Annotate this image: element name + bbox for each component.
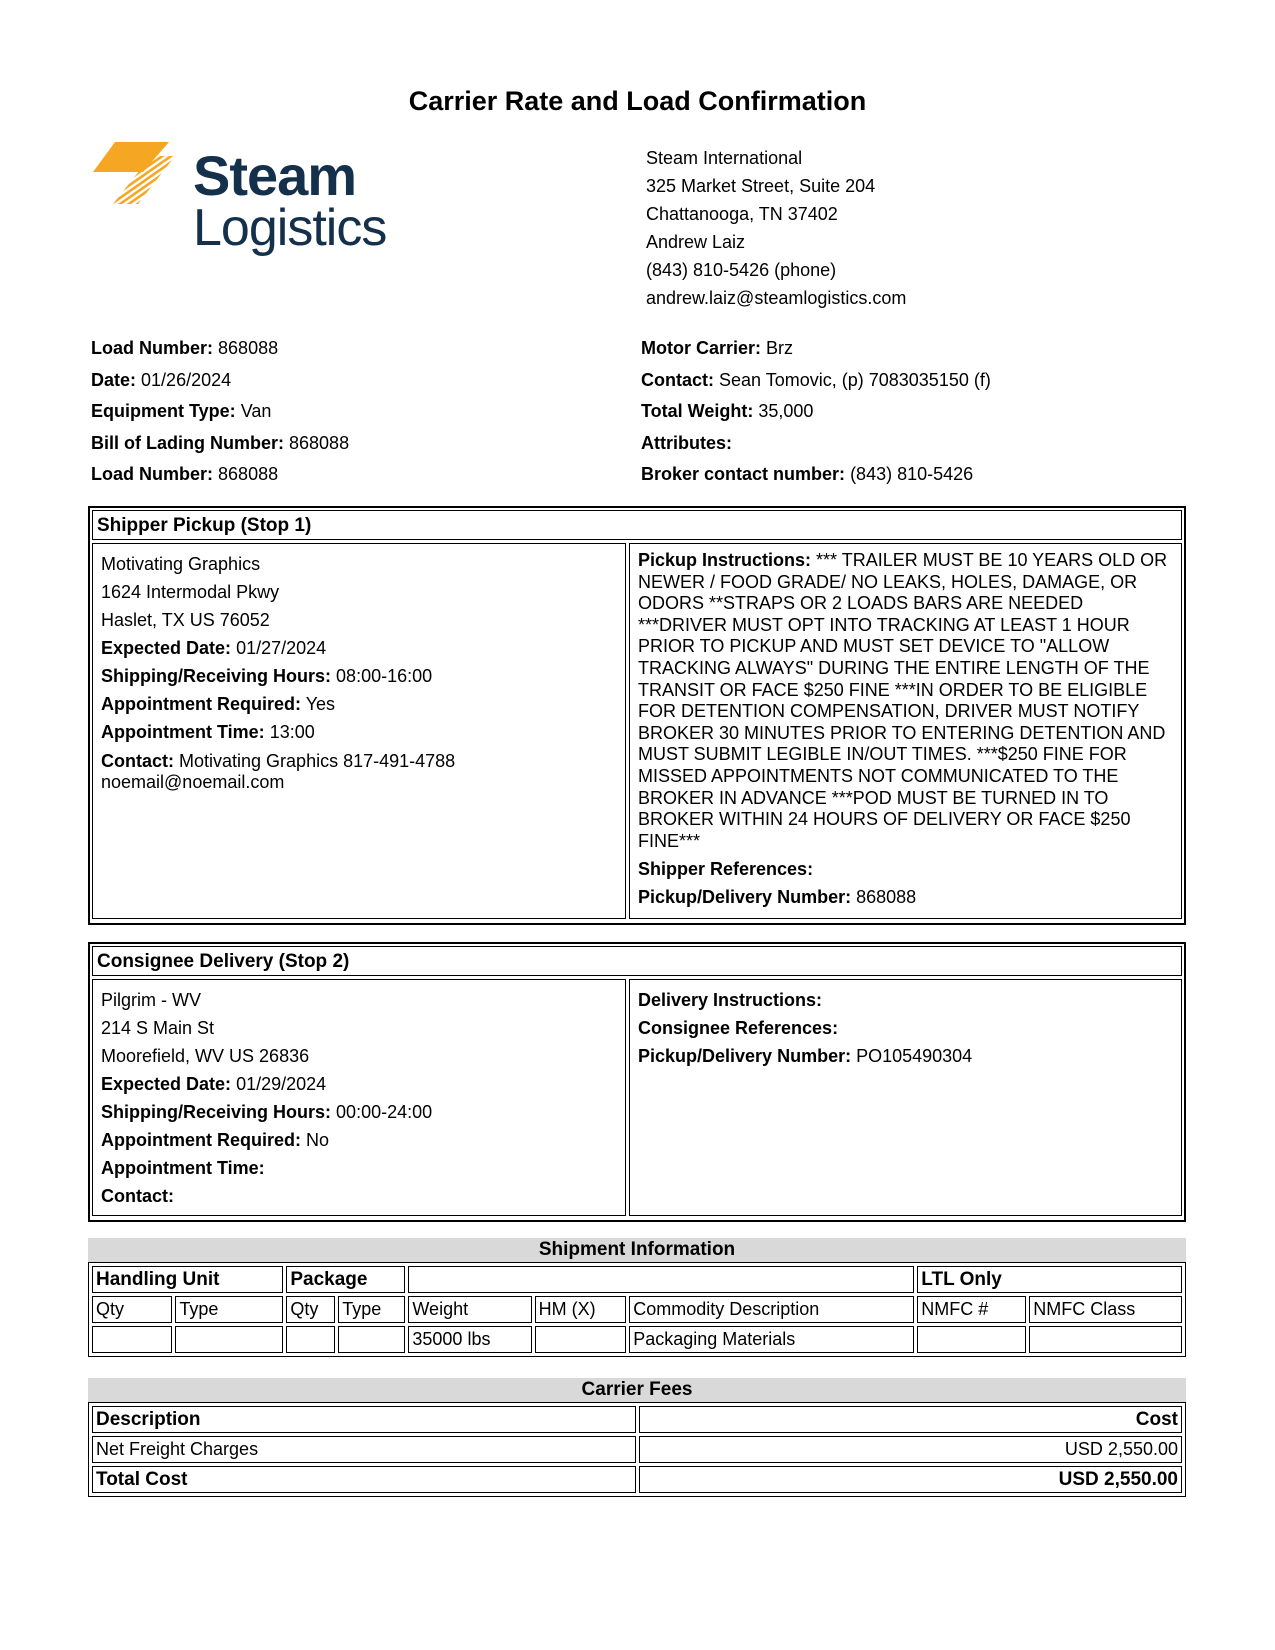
shipper-pd-number: Pickup/Delivery Number: 868088 — [638, 887, 917, 908]
total-row — [92, 1466, 1182, 1493]
consignee-street: 214 S Main St — [101, 1018, 215, 1038]
table-cell — [338, 1326, 405, 1353]
shipment-group-header-row — [92, 1266, 1182, 1293]
shipper-header: Shipper Pickup (Stop 1) — [92, 510, 1182, 540]
column-header: HM (X) — [535, 1296, 627, 1323]
motor-carrier-row: Motor Carrier: Brz — [641, 338, 794, 358]
total-cost-label: Total Cost — [92, 1466, 636, 1493]
handling-unit-header: Handling Unit — [92, 1266, 283, 1293]
column-header: NMFC # — [917, 1296, 1026, 1323]
table-cell: Packaging Materials — [629, 1326, 914, 1353]
shipment-table — [88, 1262, 1186, 1357]
company-address-block — [646, 144, 906, 312]
column-header: NMFC Class — [1029, 1296, 1182, 1323]
shipper-appointment-required: Appointment Required: Yes — [101, 694, 336, 714]
delivery-instructions: Delivery Instructions: — [638, 990, 823, 1010]
column-header: Qty — [286, 1296, 335, 1323]
shipper-city: Haslet, TX US 76052 — [101, 610, 270, 630]
fee-cost: USD 2,550.00 — [639, 1436, 1183, 1463]
total-cost-value: USD 2,550.00 — [639, 1466, 1183, 1493]
date-row: Date: 01/26/2024 — [91, 369, 232, 390]
load-info — [91, 333, 349, 491]
company-phone: (843) 810-5426 (phone) — [646, 260, 837, 280]
shipper-contact: Contact: Motivating Graphics 817-491-4788 — [101, 751, 456, 771]
consignee-address-panel — [92, 979, 626, 1216]
table-row — [92, 1326, 1182, 1353]
company-name: Steam International — [646, 148, 803, 168]
total-weight-row: Total Weight: 35,000 — [641, 401, 814, 421]
consignee-expected-date: Expected Date: 01/29/2024 — [101, 1074, 327, 1094]
company-city: Chattanooga, TN 37402 — [646, 204, 838, 224]
consignee-name: Pilgrim - WV — [101, 990, 201, 1010]
load-number-row-2: Load Number: 868088 — [91, 464, 279, 484]
pickup-instructions: Pickup Instructions: *** TRAILER MUST BE 10 YEARS OLD OR NEWER / FOOD GRADE/ NO LEAKS, HOLES, DAMAGE, OR ODORS **STRAPS OR 2 LOADS BARS ARE NEEDED ***DRIVER MUST OPT INTO TRACKING AT LEAST 1 HOUR PRIOR TO PICKUP AND MUST SET DEVICE TO "ALLOW TRACKING ALWAYS" DURING THE ENTIRE LENGTH OF THE TRANSIT OR FACE $250 FINE ***IN ORDER TO BE ELIGIBLE FOR DETENTION COMPENSATION, DRIVER MUST NOTIFY BROKER 30 MINUTES PRIOR TO ENTERING DETENTION AND MUST SUBMIT LEGIBLE IN/OUT TIMES. ***$250 FINE FOR MISSED APPOINTMENTS NOT COMMUNICATED TO THE BROKER IN ADVANCE ***POD MUST BE TURNED IN TO BROKER WITHIN 24 HOURS OF DELIVERY OR FACE $250 FINE*** — [638, 550, 1168, 851]
blank-group-header — [408, 1266, 914, 1293]
page-title: Carrier Rate and Load Confirmation — [408, 86, 867, 116]
column-header: Commodity Description — [629, 1296, 914, 1323]
package-header: Package — [286, 1266, 405, 1293]
carrier-contact-row: Contact: Sean Tomovic, (p) 7083035150 (f) — [641, 369, 991, 390]
table-cell: 35000 lbs — [408, 1326, 531, 1353]
shipper-expected-date: Expected Date: 01/27/2024 — [101, 638, 327, 658]
fees-header-row — [92, 1406, 1182, 1433]
table-cell — [92, 1326, 172, 1353]
shipper-appointment-time: Appointment Time: 13:00 — [101, 722, 315, 742]
shipment-information-title: Shipment Information — [88, 1238, 1186, 1262]
carrier-fees-title: Carrier Fees — [88, 1378, 1186, 1402]
column-header: Weight — [408, 1296, 531, 1323]
consignee-instructions-panel — [629, 979, 1182, 1216]
carrier-info — [641, 333, 991, 491]
consignee-contact: Contact: — [101, 1186, 174, 1206]
broker-contact-row: Broker contact number: (843) 810-5426 — [641, 464, 974, 484]
column-header: Qty — [92, 1296, 172, 1323]
attributes-row: Attributes: — [641, 432, 732, 453]
description-header: Description — [92, 1406, 636, 1433]
consignee-hours: Shipping/Receiving Hours: 00:00-24:00 — [101, 1102, 433, 1122]
shipper-street: 1624 Intermodal Pkwy — [101, 582, 280, 602]
table-cell — [1029, 1326, 1182, 1353]
consignee-appointment-required: Appointment Required: No — [101, 1130, 330, 1150]
logo-word-logistics: Logistics — [193, 199, 387, 257]
table-cell — [286, 1326, 335, 1353]
load-number-row: Load Number: 868088 — [91, 338, 279, 358]
table-row — [92, 1436, 1182, 1463]
carrier-fees-table — [88, 1402, 1186, 1497]
logo-word-steam: Steam — [193, 144, 357, 207]
shipper-name: Motivating Graphics — [101, 554, 261, 574]
shipper-references: Shipper References: — [638, 859, 814, 880]
column-header: Type — [175, 1296, 283, 1323]
consignee-city: Moorefield, WV US 26836 — [101, 1046, 310, 1066]
consignee-appointment-time: Appointment Time: — [101, 1158, 265, 1178]
table-cell — [535, 1326, 627, 1353]
shipper-hours: Shipping/Receiving Hours: 08:00-16:00 — [101, 666, 433, 686]
shipment-column-header-row — [92, 1296, 1182, 1323]
shipper-pickup-section — [88, 506, 1186, 925]
consignee-pd-number: Pickup/Delivery Number: PO105490304 — [638, 1046, 973, 1066]
consignee-header: Consignee Delivery (Stop 2) — [92, 946, 1182, 976]
ltl-only-header: LTL Only — [917, 1266, 1182, 1293]
company-email: andrew.laiz@steamlogistics.com — [646, 288, 907, 308]
company-contact-name: Andrew Laiz — [646, 232, 746, 252]
shipper-contact-email: noemail@noemail.com — [101, 772, 285, 792]
consignee-delivery-section — [88, 942, 1186, 1222]
fee-description: Net Freight Charges — [92, 1436, 636, 1463]
company-street: 325 Market Street, Suite 204 — [646, 176, 876, 196]
bill-of-lading-row: Bill of Lading Number: 868088 — [91, 432, 350, 453]
cost-header: Cost — [639, 1406, 1183, 1433]
consignee-references: Consignee References: — [638, 1018, 839, 1038]
company-logo — [93, 140, 413, 260]
table-cell — [917, 1326, 1026, 1353]
shipper-instructions-panel — [629, 543, 1182, 919]
table-cell — [175, 1326, 283, 1353]
shipper-address-panel — [92, 543, 626, 919]
logo-mark-icon — [93, 142, 185, 212]
equipment-type-row: Equipment Type: Van — [91, 401, 272, 421]
column-header: Type — [338, 1296, 405, 1323]
